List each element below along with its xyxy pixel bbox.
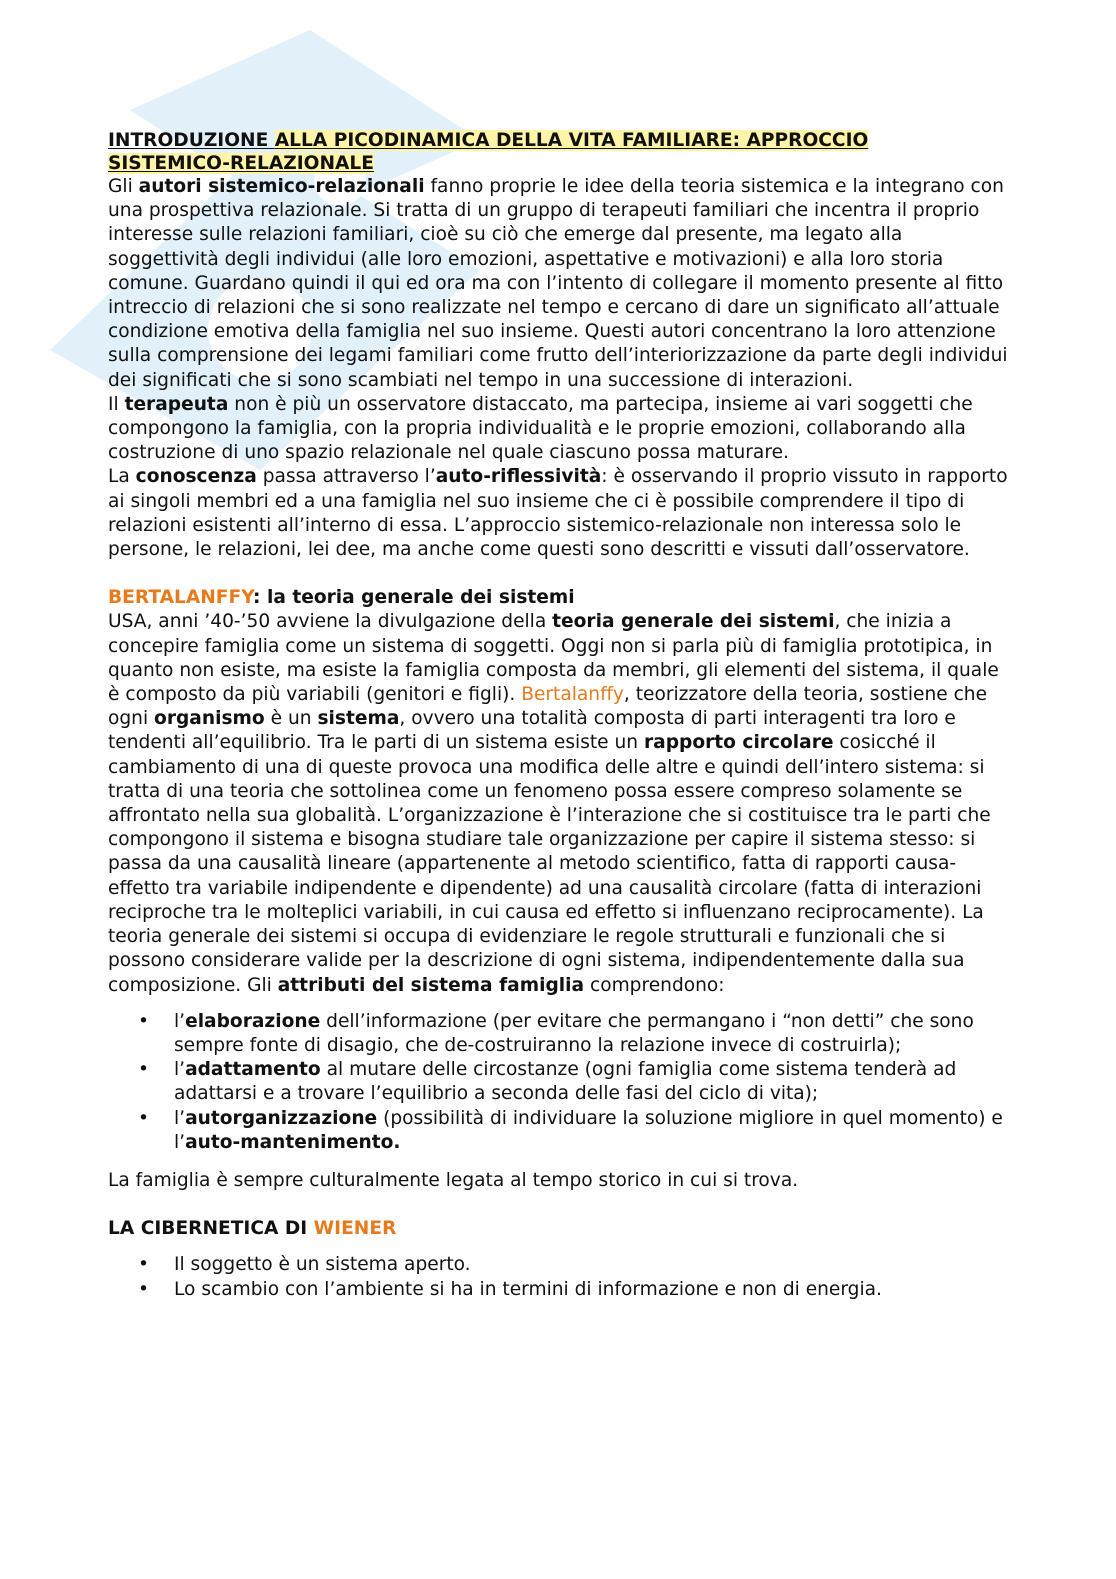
list-item: • Lo scambio con l’ambiente si ha in termini di informazione e non di energia. (138, 1278, 882, 1300)
document-title (108, 130, 1008, 175)
system-attributes-list (108, 1010, 1008, 1155)
list-item: • l’elaborazione dell’informazione (per evitare che permangano i “non detti” che sono sempre fonte di disagio, che de-costruiranno la relazione invece di costruirla); (138, 1010, 974, 1056)
intro-paragraph-3: La conoscenza passa attraverso l’auto-riflessività: è osservando il proprio vissuto in rapporto ai singoli membri ed a una famiglia nel suo insieme che ci è possibile comprendere il tipo di relazioni esistenti all’interno di essa. L’approccio sistemico-relazionale non interessa solo le persone, le relazioni, lei dee, ma anche come questi sono descritti e vissuti dall’osservatore. (108, 466, 1008, 561)
list-item: • Il soggetto è un sistema aperto. (138, 1254, 471, 1276)
section-heading-bertalanffy: BERTALANFFY: la teoria generale dei sistemi (108, 587, 575, 609)
title-highlight: ALLA PICODINAMICA DELLA VITA FAMILIARE: APPROCCIO (274, 130, 869, 151)
section-heading-wiener: LA CIBERNETICA DI WIENER (108, 1218, 397, 1240)
document-page (108, 130, 1008, 1302)
list-item: • l’adattamento al mutare delle circostanze (ogni famiglia come sistema tenderà ad adattarsi e a trovare l’equilibrio a seconda delle fasi del ciclo di vita); (138, 1059, 957, 1105)
intro-paragraph-1: Gli autori sistemico-relazionali fanno proprie le idee della teoria sistemica e la integrano con una prospettiva relazionale. Si tratta di un gruppo di terapeuti familiari che incentra il proprio interesse sulle relazioni familiari, cioè su ciò che emerge dal presente, ma legato alla soggettività degli individui (alle loro emozioni, aspettative e motivazioni) e alla loro storia comune. Guardano quindi il qui ed ora ma con l’intento di collegare il momento presente al fitto intreccio di relazioni che si sono realizzate nel tempo e cercano di dare un significato all’attuale condizione emotiva della famiglia nel suo insieme. Questi autori concentrano la loro attenzione sulla comprensione dei legami familiari come frutto dell’interiorizzazione da parte degli individui dei significati che si sono scambiati nel tempo in una successione di interazioni. (108, 176, 1008, 391)
closing-sentence: La famiglia è sempre culturalmente legata al tempo storico in cui si trova. (108, 1169, 799, 1191)
intro-paragraph-2: Il terapeuta non è più un osservatore distaccato, ma partecipa, insieme ai vari soggetti che compongono la famiglia, con la propria individualità e le proprie emozioni, collaborando alla costruzione di uno spazio relazionale nel quale ciascuno possa maturare. (108, 393, 973, 464)
title-line-2: SISTEMICO-RELAZIONALE (108, 152, 374, 174)
bertalanffy-paragraph: USA, anni ’40-’50 avviene la divulgazione della teoria generale dei sistemi, che inizia a concepire famiglia come un sistema di soggetti. Oggi non si parla più di famiglia prototipica, in quanto non esiste, ma esiste la famiglia composta da membri, gli elementi del sistema, il quale è composto da più variabili (genitori e figli). Bertalanffy, teorizzatore della teoria, sostiene che ogni organismo è un sistema, ovvero una totalità composta di parti interagenti tra loro e tendenti all’equilibrio. Tra le parti di un sistema esiste un rapporto circolare cosicché il cambiamento di una di queste provoca una modifica delle altre e quindi dell’intero sistema: si tratta di una teoria che sottolinea come un fenomeno possa essere compreso solamente se affrontato nella sua globalità. L’organizzazione è l’interazione che si costituisce tra le parti che compongono il sistema e bisogna studiare tale organizzazione per capire il sistema stesso: si passa da una causalità lineare (appartenente al metodo scientifico, fatta di rapporti causa-effetto tra variabile indipendente e dipendente) ad una causalità circolare (fatta di interazioni reciproche tra le molteplici variabili, in cui causa ed effetto si influenzano reciprocamente). La teoria generale dei sistemi si occupa di evidenziare le regole strutturali e funzionali che si possono considerare valide per la descrizione di ogni sistema, indipendentemente dalla sua composizione. Gli attributi del sistema famiglia comprendono: (108, 611, 999, 996)
title-part-1: INTRODUZIONE (108, 130, 275, 151)
wiener-list (108, 1253, 1008, 1301)
list-item: • l’autorganizzazione (possibilità di individuare la soluzione migliore in quel momento) e l’auto-mantenimento. (138, 1107, 1003, 1153)
